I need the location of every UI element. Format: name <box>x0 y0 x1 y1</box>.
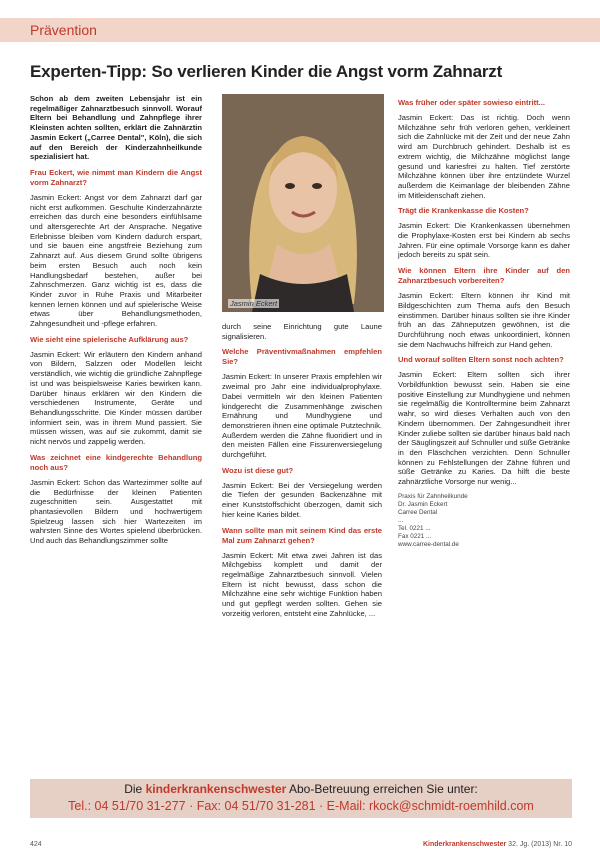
subscription-info-box <box>30 779 572 818</box>
subscription-suffix: Abo-Betreuung erreichen Sie unter: <box>286 782 478 796</box>
column-3 <box>398 94 570 549</box>
magazine-brand: kinderkrankenschwester <box>145 782 287 796</box>
answer-text: Jasmin Eckert: Angst vor dem Zahnarzt darf gar nicht erst aufkommen. Geschulte Kinderzahnärzte erreichen das durch eine besonders einfühlsame und altersgerechte Art der Ansprache. Negative Erlebnisse bleiben vom Kindern dadurch erspart, und sie bauen eine angstfreie Beziehung zum Zahnarzt auf. Aus diesem Grund sollte übrigens beim ersten Besuch auch noch kein Handlungsbedarf bestehen, außer bei Zahnschmerzen. Ganz wichtig ist es, dass die Kinder zuvor in Ruhe Praxis und Mitarbeiter kennen lernen können und auf spielerische Weise etwas über Behandlungsmethoden, Zahngesundheit und -pflege erfahren. <box>30 192 202 329</box>
answer-text: Jasmin Eckert: Schon das Wartezimmer sollte auf die Bedürfnisse der kleinen Patienten zugeschnitten sein. Ausgestattet mit phantasievollen Bildern und hochwertigem Spielzeug lassen sich hier Wartezeiten im wahrsten Sinne des Wortes spielend überbrücken. Und auch das Behandlungszimmer sollte <box>30 477 202 546</box>
column-1 <box>30 94 202 552</box>
answer-text: Jasmin Eckert: Mit etwa zwei Jahren ist das Milchgebiss komplett und damit der regelmäßige Zahnarztbesuch sinnvoll. Vielen Eltern ist nicht bewusst, dass schon die Milchzähne eine sehr wichtige Funktion haben und gut gepflegt werden sollten. Gehen sie vorzeitig verloren, entsteht eine Zahnlücke, ... <box>222 550 382 618</box>
question-heading: Was früher oder später sowieso eintritt... <box>398 98 545 107</box>
publication-name: Kinderkrankenschwester <box>422 841 507 848</box>
address-line: Tel. 0221 ... <box>398 524 431 532</box>
portrait-photo <box>222 94 384 312</box>
publication-info <box>423 841 572 848</box>
article-headline: Experten-Tipp: So verlieren Kinder die Angst vorm Zahnarzt <box>30 62 503 81</box>
question-heading: Wie sieht eine spielerische Aufklärung aus? <box>30 334 189 344</box>
answer-text: Jasmin Eckert: Die Krankenkassen übernehmen die Prophylaxe-Kosten erst bei Kindern ab sechs Jahren. Für eine optimale Vorsorge kann es daher jedoch bereits zu spät sein. <box>398 221 570 260</box>
contact-line: Tel.: 04 51/70 31-277 · Fax: 04 51/70 31-281 · E-Mail: rkock@schmidt-roemhild.com <box>68 799 534 813</box>
question-heading: Wann sollte man mit seinem Kind das erste Mal zum Zahnarzt gehen? <box>222 525 382 545</box>
column-2 <box>222 322 382 624</box>
subscription-prefix: Die <box>124 782 146 796</box>
answer-text: Jasmin Eckert: Eltern sollten sich ihrer Vorbildfunktion bewusst sein. Haben sie eine positive Einstellung zur Mundhygiene und nehmen sie regelmäßig die Kontrolltermine beim Zahnarzt wahr, so wird dieses Verhalten auch von den Kindern übernommen. Der Zahngesundheit ihrer Kinder zuliebe sollten sie darüber hinaus bald nach der Säuglingszeit auf Schnuller und süße Getränke in den Fläschchen verzichten. Denn Schnuller können zu Fehlstellungen der Zähne führen und süße Getränke zu Karies. Da hilft die beste zahnärztliche Vorsorge nur wenig... <box>398 370 570 487</box>
address-line: Carree Dental <box>398 508 438 516</box>
answer-text: Jasmin Eckert: In unserer Praxis empfehlen wir zweimal pro Jahr eine individualprophylaxe. Dabei vermitteln wir den kleinen Patienten kindgerecht die Zusammenhänge zwischen Ernährung und Mundhygiene und demonstrieren ihnen eine optimale Putztechnik. Außerdem werden die Zähne fluoridiert und in den meisten Fällen eine Fissurenversiegelung durchgeführt. <box>222 372 382 460</box>
address-line: Dr. Jasmin Eckert <box>398 500 448 508</box>
address-line: Fax 0221 ... <box>398 532 432 540</box>
question-heading: Trägt die Krankenkasse die Kosten? <box>398 206 529 216</box>
question-heading: Was zeichnet eine kindgerechte Behandlung noch aus? <box>30 452 202 472</box>
portrait-illustration <box>222 94 384 312</box>
answer-text: Jasmin Eckert: Wir erläutern den Kindern anhand von Bildern, Salzzen oder Modellen leicht verständlich, wie wichtig die gründliche Zahnpflege ist und was beispielsweise Karies bewirken kann. Darüber hinaus erklären wir den Kindern die verschiedenen Instrumente, Geräte und Behandlungsschritte. Die Kinder müssen darüber informiert sein, was in ihrem Mund passiert. Sie müssen wissen, was auf sie zukommt, damit sie nicht nervös und zappelig werden. <box>30 349 202 447</box>
answer-text: Jasmin Eckert: Eltern können ihr Kind mit Bildgeschichten zum Thema aufs den Besuch einstimmen. Darüber hinaus sollten sie ihre Kinder früh an das Zähneputzen gewöhnen, ist die Durchführung noch etwas unkoordiniert, können sie dem Nachwuchs hilfreich zur Hand gehen. <box>398 291 570 349</box>
publication-issue: 32. Jg. (2013) Nr. 10 <box>508 841 572 848</box>
question-heading: Frau Eckert, wie nimmt man Kindern die Angst vorm Zahnarzt? <box>30 167 202 187</box>
answer-text: durch seine Einrichtung gute Laune signalisieren. <box>222 322 382 341</box>
question-heading: Welche Präventivmaßnahmen empfehlen Sie? <box>222 347 382 367</box>
practice-address <box>398 493 570 549</box>
address-line: Praxis für Zahnheilkunde <box>398 492 468 500</box>
question-heading: Und worauf sollten Eltern sonst noch achten? <box>398 355 564 365</box>
section-header-bar <box>0 18 600 42</box>
subscription-heading <box>30 779 572 797</box>
section-title: Prävention <box>30 22 97 38</box>
question-heading: Wozu ist diese gut? <box>222 465 294 475</box>
address-line: www.carree-dental.de <box>398 540 459 548</box>
photo-caption: Jasmin Eckert <box>230 299 278 308</box>
page-number: 424 <box>30 841 42 848</box>
answer-text: Jasmin Eckert: Bei der Versiegelung werden die Tiefen der gesunden Backenzähne mit einer Kunststoffschicht überzogen, damit sich hier keine Karies bildet. <box>222 480 382 519</box>
question-heading: Wie können Eltern ihre Kinder auf den Zahnarztbesuch vorbereiten? <box>398 266 570 286</box>
answer-text: Jasmin Eckert: Das ist richtig. Doch wenn Milchzähne sehr früh verloren gehen, verkleinert sich die Zahnlücke mit der Zeit und der neue Zahn wird am Durchbruch gehindert. Deshalb ist es extrem wichtig, die Milchzähne möglichst lange gesund und kariesfrei zu halten. Tief zerstörte Milchzähne können über ihre entzündete Wurzel außerdem die Keimanlage der bleibenden Zähne im Mitleidenschaft ziehen. <box>398 113 570 200</box>
article-intro: Schon ab dem zweiten Lebensjahr ist ein regelmäßiger Zahnarztbesuch sinnvoll. Worauf Eltern bei Behandlung und Zahnpflege ihrer Kleinsten achten sollten, erklärt die Zahnärztin Jasmin Eckert („Carree Dental", Köln), die sich auf den Bereich der Kinderzahnheilkunde spezialisiert hat. <box>30 94 202 162</box>
address-line: ... <box>398 516 404 524</box>
